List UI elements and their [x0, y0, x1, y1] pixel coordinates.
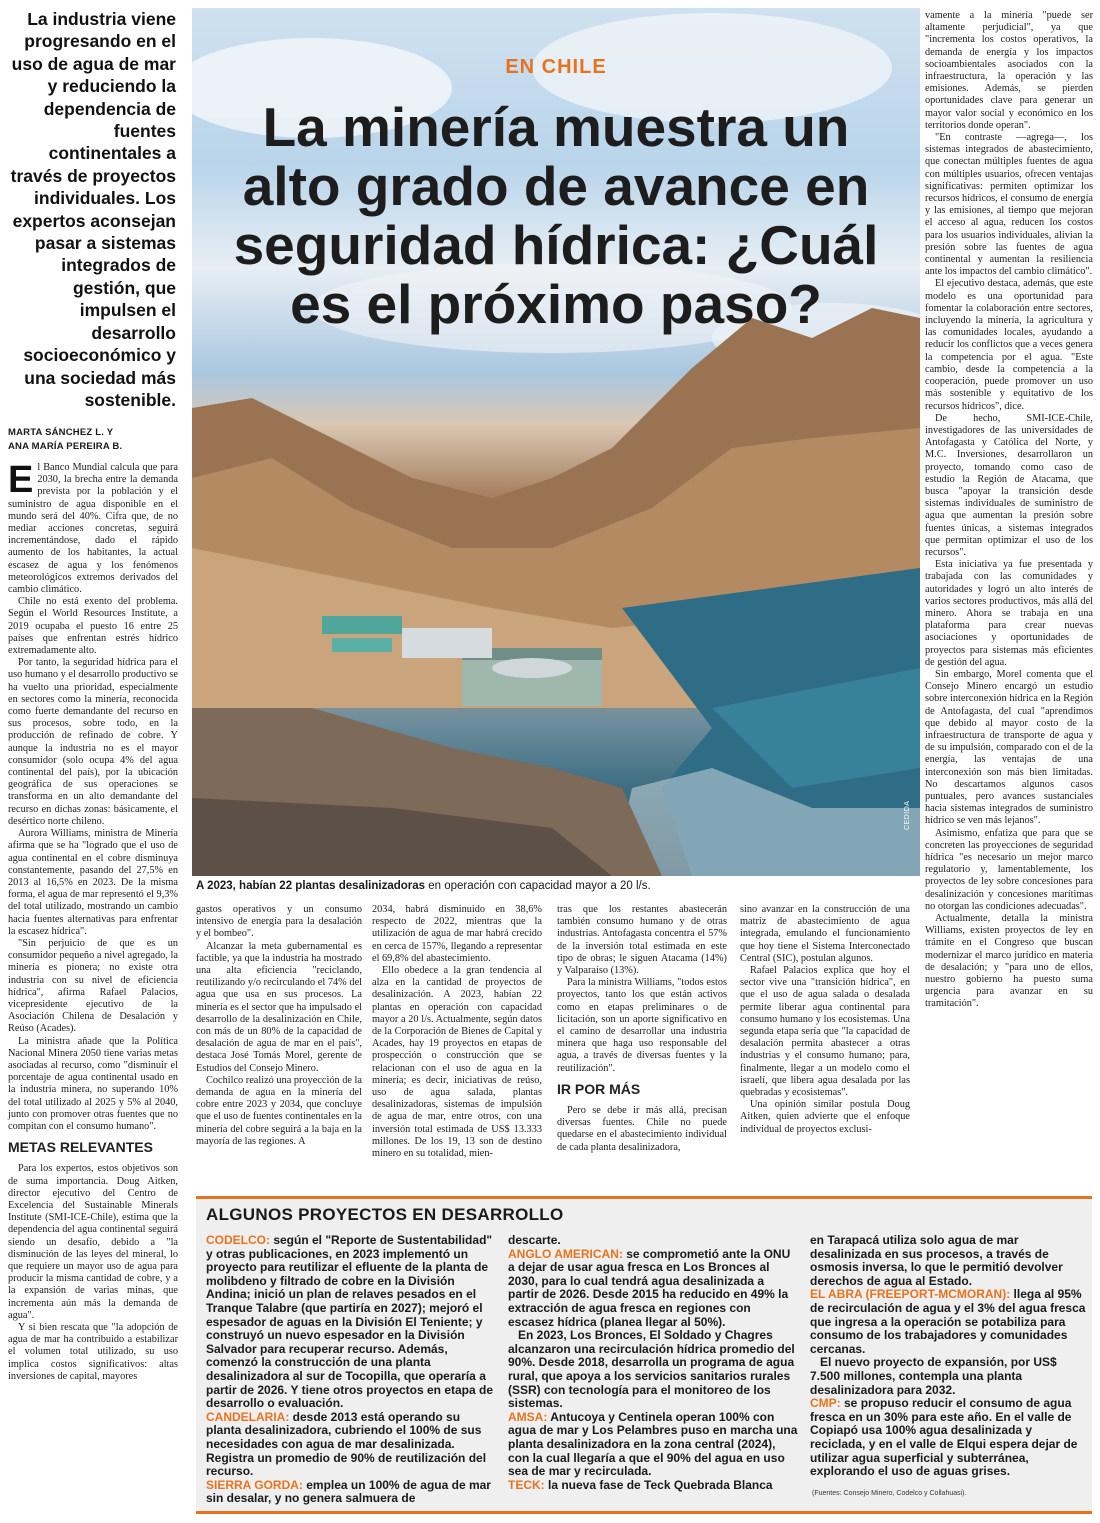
col2-paragraph-3: Cochilco realizó una proyección de la demanda de agua en la minería del cobre entre 2023 y 2034, que concluye que el uso de fuentes continentales en la minería del cobre seguirá a la baja en la mayoría de las regiones. A [196, 1074, 362, 1147]
project-anglo-american-2: En 2023, Los Bronces, El Soldado y Chagres alcanzaron una recirculación hídrica promedio del 90%. Desde 2018, desarrolla un programa de agua rural, que apoya a los servicios sanitarios rurales (SSR) con tecnología para el monitoreo de los sistemas. [508, 1328, 795, 1411]
col1-paragraph-6: La ministra añade que la Política Nacional Minera 2050 tiene varias metas asociadas al recurso, como "disminuir el porcentaje de agua continental usado en la industria minera, no superando 10% del total utilizado al 2025 y 5% al 2040, junto con promover otras fuentes que no compitan con el consumo humano". [8, 1035, 178, 1132]
col1-paragraph-7: Para los expertos, estos objetivos son de suma importancia. Doug Aitken, director ejecutivo del Centro de Excelencia del Sustainable Minerals Institute (SMI-ICE-Chile), estima que la dependencia del agua continental seguirá siendo un desafío, debido a "la disminución de las leyes del mineral, lo que requiere un mayor uso de agua para producir la misma cantidad de cobre, y a la expansión de varias minas, que incrementa aún más la demanda de agua". [8, 1163, 178, 1321]
projects-column-2 [508, 1234, 798, 1492]
byline [8, 426, 178, 454]
subhead-metas: METAS RELEVANTES [8, 1139, 153, 1156]
projects-box-title: ALGUNOS PROYECTOS EN DESARROLLO [206, 1205, 564, 1224]
col6-paragraph-6: Sin embargo, Morel comenta que el Consejo Minero encargó un estudio sobre interconexión hídrica en la Región de Antofagasta, del cual "aprendimos que debido al mayor costo de la infraestructura de transporte de agua y de su impulsión, comparado con el de la energía, las ventajas de una interconexión son más bien limitadas. No descartamos algunos casos puntuales, pero avances sustanciales hacia sistemas integrados de suministro hídrico se ven más lejanos". [925, 668, 1093, 827]
col1-paragraph-2: Chile no está exento del problema. Según el World Resources Institute, a 2019 ocupaba el puesto 16 entre 25 países que enfrentan estrés hídrico extremadamente alto. [8, 596, 178, 657]
project-sierra-gorda: SIERRA GORDA: emplea un 100% de agua de mar sin desalar, y no genera salmuera de [206, 1477, 491, 1506]
col1-paragraph-4: Aurora Williams, ministra de Minería afirma que se ha "logrado que el uso de agua continental en el cobre disminuya constantemente, pasando del 27,5% en 2013 al 16,5% en 2023. De la misma forma, el agua de mar representó el 9,3% del total utilizado, mostrando un cambio hacia fuentes alternativas para enfrentar la escasez hídrica". [8, 828, 178, 937]
col4-paragraph-1: tras que los restantes abastecerán también consumo humano y de otras industrias. Antofagasta concentra el 57% de la inversión total estimada en este tipo de obras; le siguen Atacama (14%) y Valparaíso (13%). [557, 904, 727, 977]
col6-paragraph-3: El ejecutivo destaca, además, que este modelo es una oportunidad para fomentar la colaboración entre sectores, incluyendo la minería, la agricultura y las comunidades locales, ayudando a reducir los conflictos que a veces genera la competencia por el agua. "Este cambio, desde la competencia a la cooperación, puede promover un uso más sostenible y equitativo de los recursos hídricos", dice. [925, 278, 1093, 412]
col3-paragraph-1: 2034, habrá disminuido en 38,6% respecto de 2022, mientras que la utilización de agua de mar habrá crecido en cerca de 157%, llegando a representar el 69,8% del abastecimiento. [372, 904, 542, 964]
caption-rest: en operación con capacidad mayor a 20 l/s. [425, 880, 651, 892]
projects-column-1 [206, 1234, 496, 1506]
col1-paragraph-8: Y si bien rescata que "la adopción de agua de mar ha contribuido a estabilizar el volumen total utilizado, su uso implica costos significativos: altas inversiones de capital, mayores [8, 1322, 178, 1382]
column-1 [8, 459, 178, 1383]
projects-column-3 [810, 1234, 1088, 1479]
section-kicker: EN CHILE [505, 56, 607, 78]
col1-paragraph-5: "Sin perjuicio de que es un consumidor pequeño a nivel agregado, la minería es pionera; no existe otra industria con su nivel de eficiencia hídrica", afirma Rafael Palacios, vicepresidente ejecutivo de la Asociación Chilena de Desalación y Reúso (Acades). [8, 937, 178, 1035]
sources-note: (Fuentes: Consejo Minero, Codelco y Collahuasi). [812, 1490, 967, 1497]
col1-paragraph-1: El Banco Mundial calcula que para 2030, la brecha entre la demanda prevista por la población y el suministro de agua disponible en el mundo será del 40%. Cifra que, de no mediar acciones concretas, seguirá incrementándose, dado el rápido aumento de los habitantes, la actual escasez de agua y los fenómenos meteorológicos extremos derivados del cambio climático. [8, 459, 178, 596]
column-3 [372, 904, 542, 1160]
col6-paragraph-5: Esta iniciativa ya fue presentada y trabajada con las comunidades y autoridades y logró un alto interés de varios sectores productivos, más allá del minero. Ahora se trabaja en una plataforma para crear nuevas asociaciones y oportunidades de proyectos para sistemas más eficientes de gestión del agua. [925, 559, 1093, 668]
col6-paragraph-8: Actualmente, detalla la ministra Williams, existen proyectos de ley en trámite en el Congreso que buscan modernizar el marco jurídico en materia de desalación; y "para uno de ellos, nuestro gobierno ha puesto suma urgencia para avanzar en su tramitación". [925, 913, 1093, 1010]
byline-author-2: ANA MARÍA PEREIRA B. [8, 441, 123, 452]
dropcap: E [8, 459, 34, 501]
headline: La minería muestra un alto grado de avance en seguridad hídrica: ¿Cuál es el próximo paso? [233, 96, 879, 335]
column-6 [925, 10, 1093, 1011]
project-teck-cont: en Tarapacá utiliza solo agua de mar desalinizada en sus procesos, a través de osmosis inversa, lo que le permitió devolver derechos de agua al Estado. [810, 1233, 1063, 1288]
col5-paragraph-1: sino avanzar en la construcción de una matriz de abastecimiento de agua integrada, emulando el funcionamiento que hoy tiene el Sistema Interconectado Central (SIC), postulan algunos. [740, 904, 910, 964]
photo-credit: CEDIDA [904, 800, 911, 830]
project-el-abra-2: El nuevo proyecto de expansión, por US$ 7.500 millones, contempla una planta desalinizadora para 2032. [810, 1355, 1057, 1397]
project-anglo-american: ANGLO AMERICAN: se comprometió ante la ONU a dejar de usar agua fresca en Los Bronces al 2030, para lo cual tendrá agua desalinizada a partir de 2026. Desde 2015 ha reducido en 49% la extracción de agua fresca en regiones con escasez hídrica (planea llegar al 50%). [508, 1246, 791, 1329]
photo-caption [196, 879, 920, 893]
col1-paragraph-3: Por tanto, la seguridad hídrica para el uso humano y el desarrollo productivo se ha vuelto una prioridad, especialmente en sectores como la minería, reconocida como fuerte demandante del recurso en sus procesos, sobre todo, en la producción de refinado de cobre. Y aunque la industria no es el mayor consumidor (solo ocupa 4% del agua continental del país), por la ubicación geográfica de sus operaciones se transforma en un alto demandante del recurso en dichas zonas: básicamente, el desértico norte chileno. [8, 657, 178, 827]
project-teck: TECK: la nueva fase de Teck Quebrada Blanca [508, 1477, 773, 1492]
col2-paragraph-2: Alcanzar la meta gubernamental es factible, ya que la industria ha mostrado una alta eficiencia "reciclando, reutilizando y/o recirculando el 74% del agua que usa en sus procesos. La minería es el sector que ha impulsado el desarrollo de la desalinización en Chile, con más de un 80% de la capacidad de desalación de agua de mar en el país", destaca José Tomás Morel, gerente de Estudios del Consejo Minero. [196, 940, 362, 1074]
col6-paragraph-4: De hecho, SMI-ICE-Chile, investigadores de las universidades de Antofagasta y Católica del Norte, y M.C. Inversiones, desarrollaron un proyecto, tomando como caso de estudio la Región de Atacama, que busca "apoyar la transición desde sistemas individuales de suministro de agua que aumentan la presión sobre fuentes únicas, a sistemas integrados que permitan optimizar el uso de los recursos". [925, 412, 1093, 558]
col6-paragraph-2: "En contraste —agrega—, los sistemas integrados de abastecimiento, que conectan múltiples fuentes de agua con múltiples usuarios, ofrecen ventajas significativas: permiten optimizar los recursos hídricos, el consumo de energía y las emisiones, al tiempo que mejoran el acceso al agua, reducen los costos para los usuarios individuales, alivian la presión sobre las fuentes de agua continental y aumentan la resiliencia ante los impactos del cambio climático". [925, 132, 1093, 278]
col4-paragraph-3: Pero se debe ir más allá, precisan diversas fuentes. Chile no puede quedarse en el abastecimiento individual de cada planta desalinizadora, [557, 1105, 727, 1153]
project-codelco: CODELCO: según el "Reporte de Sustentabilidad" y otras publicaciones, en 2023 implementó un proyecto para reutilizar el efluente de la planta de molibdeno y filtrado de cobre en la División Andina; inició un plan de relaves pesados en el Tranque Talabre (que partiría en 2027); mejoró el espesador de aguas en la División El Teniente; y construyó un nuevo espesador en la División Salvador para recuperar recurso. Además, comenzó la construcción de una planta desalinizadora al sur de Tocopilla, que operaría a partir de 2026. Y tiene otros proyectos en etapa de desarrollo o evaluación. [206, 1233, 493, 1411]
subhead-ir-por-mas: IR POR MÁS [557, 1080, 641, 1097]
col5-paragraph-3: Una opinión similar postula Doug Aitken, quien advierte que el enfoque individual de proyectos exclusi- [740, 1099, 910, 1135]
project-sierra-gorda-cont: descarte. [508, 1233, 561, 1247]
caption-bold: A 2023, habían 22 plantas desalinizadoras [196, 880, 426, 892]
project-el-abra: EL ABRA (FREEPORT-MCMORAN): llega al 95% de recirculación de agua y el 3% del agua fresca que ingresa a la operación se potabiliza para consumo de los trabajadores y comunidades cercanas. [810, 1287, 1086, 1356]
col3-paragraph-2: Ello obedece a la gran tendencia al alza en la cantidad de proyectos de desalinización. A 2023, habían 22 plantas en operación con capacidad mayor a 20 l/s. Actualmente, según datos de la Corporación de Bienes de Capital y Acades, hay 19 proyectos en etapas de prospección o construcción que se relacionan con el uso de agua en la minería; es decir, iniciativas de reúso, uso de agua salada, plantas desalinizadoras, sistemas de impulsión de agua de mar, entre otros, con una inversión total estimada de US$ 13.333 millones. De los 19, 13 son de destino minero en su totalidad, mien- [372, 965, 542, 1160]
column-4 [557, 904, 727, 1154]
project-candelaria: CANDELARIA: desde 2013 está operando su planta desalinizadora, cubriendo el 100% de sus necesidades con agua de mar desalinizada. Registra un promedio de 90% de reutilización del recurso. [206, 1409, 487, 1479]
column-2 [196, 904, 362, 1148]
article-deck: La industria viene progresando en el uso de agua de mar y reduciendo la dependencia de fuentes continentales a través de proyectos individuales. Los expertos aconsejan pasar a sistemas integrados de gestión, que impulsen el desarrollo socioeconómico y una sociedad más sostenible. [10, 9, 176, 410]
col6-paragraph-1: vamente a la minería "puede ser altamente perjudicial", ya que "incrementa los costos operativos, la demanda de energía y los impactos socioambientales asociados con la infraestructura, la operación y las emisiones. Además, se pierden oportunidades clave para generar un mayor valor social y económico en los territorios donde operan". [925, 10, 1093, 131]
project-amsa: AMSA: Antucoya y Centinela operan 100% con agua de mar y Los Pelambres puso en marcha una planta desalinizadora en la zona central (2024), con la cual llegaría a que el 90% del agua en uso sea de mar y recirculada. [508, 1409, 798, 1479]
col5-paragraph-2: Rafael Palacios explica que hoy el sector vive una "transición hídrica", en que el uso de agua salada o desalada permite liberar agua continental para consumo humano y los ecosistemas. Una segunda etapa sería que "la capacidad de desalación permita abastecer a otras industrias y el consumo humano; para, finalmente, llegar a un modelo como el israelí, que libera agua desalada por las quebradas y ecosistemas". [740, 965, 910, 1099]
byline-author-1: MARTA SÁNCHEZ L. Y [8, 427, 114, 438]
col4-paragraph-2: Para la ministra Williams, "todos estos proyectos, tanto los que están activos como en etapas preliminares o de licitación, son un aporte significativo en el camino de desarrollar una industria minera que haga uso responsable del agua, a través de diversas fuentes y la reutilización". [557, 977, 727, 1074]
col2-paragraph-1: gastos operativos y un consumo intensivo de energía para la desalación y el bombeo". [196, 904, 362, 940]
project-cmp: CMP: se propuso reducir el consumo de agua fresca en un 30% para este año. En el valle de Copiapó usa 100% agua desalinizada y reciclada, y en el valle de Elqui espera dejar de utilizar agua superficial y subterránea, explorando el uso de aguas grises. [810, 1396, 1078, 1479]
col6-paragraph-7: Asimismo, enfatiza que para que se concreten las proyecciones de seguridad hídrica "es necesario un mejor marco regulatorio y, lamentablemente, los proyectos de ley sobre concesiones para desalinización y concesiones marítimas no otorgan las condiciones adecuadas". [925, 827, 1093, 912]
column-5 [740, 904, 910, 1136]
